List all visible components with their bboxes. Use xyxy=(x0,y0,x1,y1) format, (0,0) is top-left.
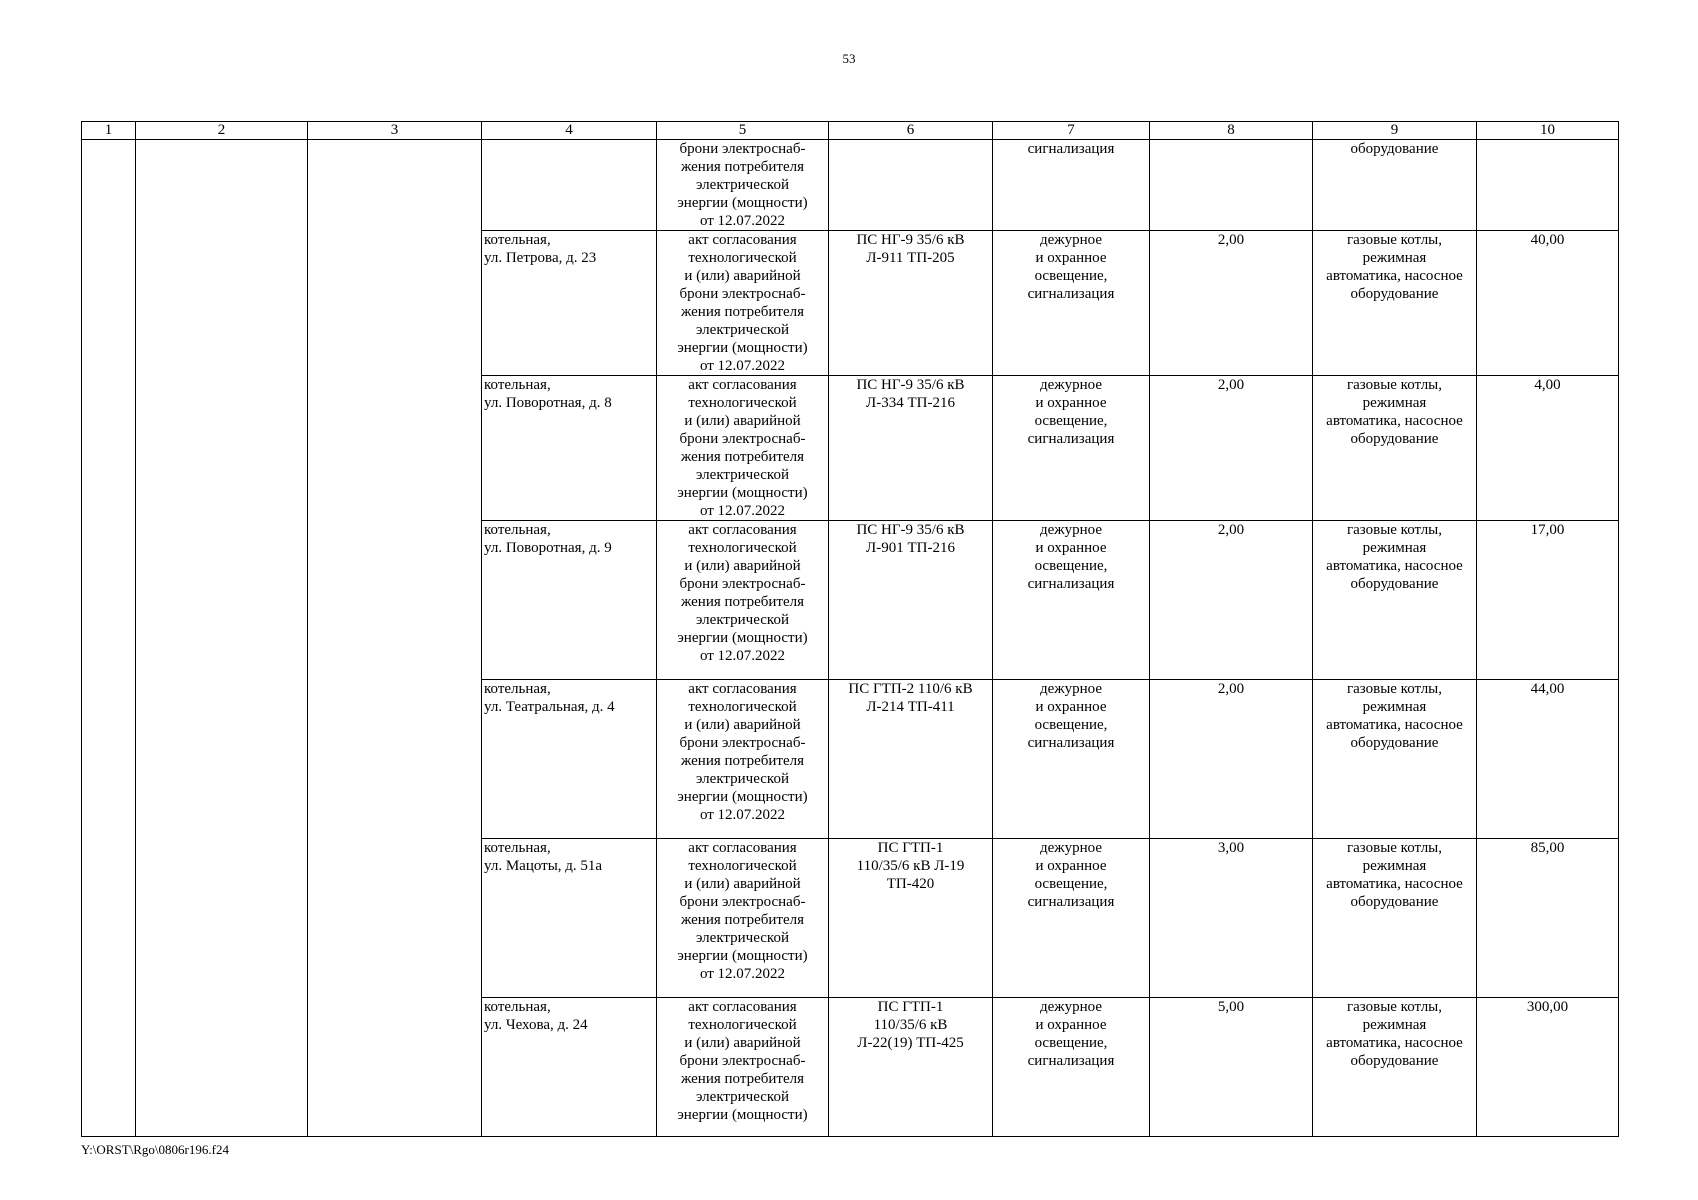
value-cell: 85,00 xyxy=(1477,839,1619,998)
purpose-cell: дежурное и охранное освещение, сигнализация xyxy=(993,521,1150,680)
object-cell: котельная, ул. Поворотная, д. 8 xyxy=(482,376,657,521)
object-cell: котельная, ул. Театральная, д. 4 xyxy=(482,680,657,839)
value-cell: 17,00 xyxy=(1477,521,1619,680)
equipment-cell: газовые котлы, режимная автоматика, насосное оборудование xyxy=(1313,680,1477,839)
power-cell: 2,00 xyxy=(1150,680,1313,839)
source-cell: ПС НГ-9 35/6 кВ Л-334 ТП-216 xyxy=(829,376,993,521)
purpose-cell: дежурное и охранное освещение, сигнализация xyxy=(993,231,1150,376)
equipment-cell: газовые котлы, режимная автоматика, насосное оборудование xyxy=(1313,998,1477,1137)
purpose-cell: сигнализация xyxy=(993,140,1150,231)
value-cell: 44,00 xyxy=(1477,680,1619,839)
col1-merged-cell xyxy=(82,140,136,1137)
value-cell: 300,00 xyxy=(1477,998,1619,1137)
header-cell-4: 4 xyxy=(482,122,657,140)
header-cell-10: 10 xyxy=(1477,122,1619,140)
purpose-cell: дежурное и охранное освещение, сигнализация xyxy=(993,680,1150,839)
equipment-cell: газовые котлы, режимная автоматика, насосное оборудование xyxy=(1313,376,1477,521)
source-cell: ПС НГ-9 35/6 кВ Л-901 ТП-216 xyxy=(829,521,993,680)
header-cell-3: 3 xyxy=(308,122,482,140)
document-cell: акт согласования технологической и (или) аварийной брони электроснаб- жения потребителя электрической энергии (мощности) от 12.07.2022 xyxy=(657,231,829,376)
header-row xyxy=(82,122,1619,140)
value-cell: 40,00 xyxy=(1477,231,1619,376)
continuation-row xyxy=(82,140,1619,231)
object-cell xyxy=(482,140,657,231)
source-cell: ПС ГТП-2 110/6 кВ Л-214 ТП-411 xyxy=(829,680,993,839)
power-cell: 3,00 xyxy=(1150,839,1313,998)
header-cell-5: 5 xyxy=(657,122,829,140)
document-cell: акт согласования технологической и (или) аварийной брони электроснаб- жения потребителя электрической энергии (мощности) xyxy=(657,998,829,1137)
power-cell xyxy=(1150,140,1313,231)
header-cell-1: 1 xyxy=(82,122,136,140)
equipment-cell: газовые котлы, режимная автоматика, насосное оборудование xyxy=(1313,839,1477,998)
equipment-cell: газовые котлы, режимная автоматика, насосное оборудование xyxy=(1313,231,1477,376)
header-cell-2: 2 xyxy=(136,122,308,140)
footer-file-path: Y:\ORST\Rgo\0806r196.f24 xyxy=(81,1142,229,1157)
object-cell: котельная, ул. Мацоты, д. 51а xyxy=(482,839,657,998)
header-cell-9: 9 xyxy=(1313,122,1477,140)
document-cell: акт согласования технологической и (или) аварийной брони электроснаб- жения потребителя электрической энергии (мощности) от 12.07.2022 xyxy=(657,376,829,521)
col2-merged-cell xyxy=(136,140,308,1137)
power-cell: 2,00 xyxy=(1150,231,1313,376)
document-cell: брони электроснаб- жения потребителя электрической энергии (мощности) от 12.07.2022 xyxy=(657,140,829,231)
document-cell: акт согласования технологической и (или) аварийной брони электроснаб- жения потребителя электрической энергии (мощности) от 12.07.2022 xyxy=(657,839,829,998)
purpose-cell: дежурное и охранное освещение, сигнализация xyxy=(993,998,1150,1137)
source-cell: ПС ГТП-1 110/35/6 кВ Л-22(19) ТП-425 xyxy=(829,998,993,1137)
object-cell: котельная, ул. Петрова, д. 23 xyxy=(482,231,657,376)
equipment-cell: оборудование xyxy=(1313,140,1477,231)
purpose-cell: дежурное и охранное освещение, сигнализация xyxy=(993,376,1150,521)
document-cell: акт согласования технологической и (или) аварийной брони электроснаб- жения потребителя электрической энергии (мощности) от 12.07.2022 xyxy=(657,521,829,680)
page-number: 53 xyxy=(842,51,856,66)
col3-merged-cell xyxy=(308,140,482,1137)
source-cell xyxy=(829,140,993,231)
source-cell: ПС ГТП-1 110/35/6 кВ Л-19 ТП-420 xyxy=(829,839,993,998)
value-cell: 4,00 xyxy=(1477,376,1619,521)
header-cell-8: 8 xyxy=(1150,122,1313,140)
power-cell: 2,00 xyxy=(1150,376,1313,521)
purpose-cell: дежурное и охранное освещение, сигнализация xyxy=(993,839,1150,998)
document-cell: акт согласования технологической и (или) аварийной брони электроснаб- жения потребителя электрической энергии (мощности) от 12.07.2022 xyxy=(657,680,829,839)
value-cell xyxy=(1477,140,1619,231)
object-cell: котельная, ул. Поворотная, д. 9 xyxy=(482,521,657,680)
source-cell: ПС НГ-9 35/6 кВ Л-911 ТП-205 xyxy=(829,231,993,376)
header-cell-7: 7 xyxy=(993,122,1150,140)
power-cell: 5,00 xyxy=(1150,998,1313,1137)
power-cell: 2,00 xyxy=(1150,521,1313,680)
equipment-cell: газовые котлы, режимная автоматика, насосное оборудование xyxy=(1313,521,1477,680)
object-cell: котельная, ул. Чехова, д. 24 xyxy=(482,998,657,1137)
data-table xyxy=(81,121,1619,1137)
header-cell-6: 6 xyxy=(829,122,993,140)
